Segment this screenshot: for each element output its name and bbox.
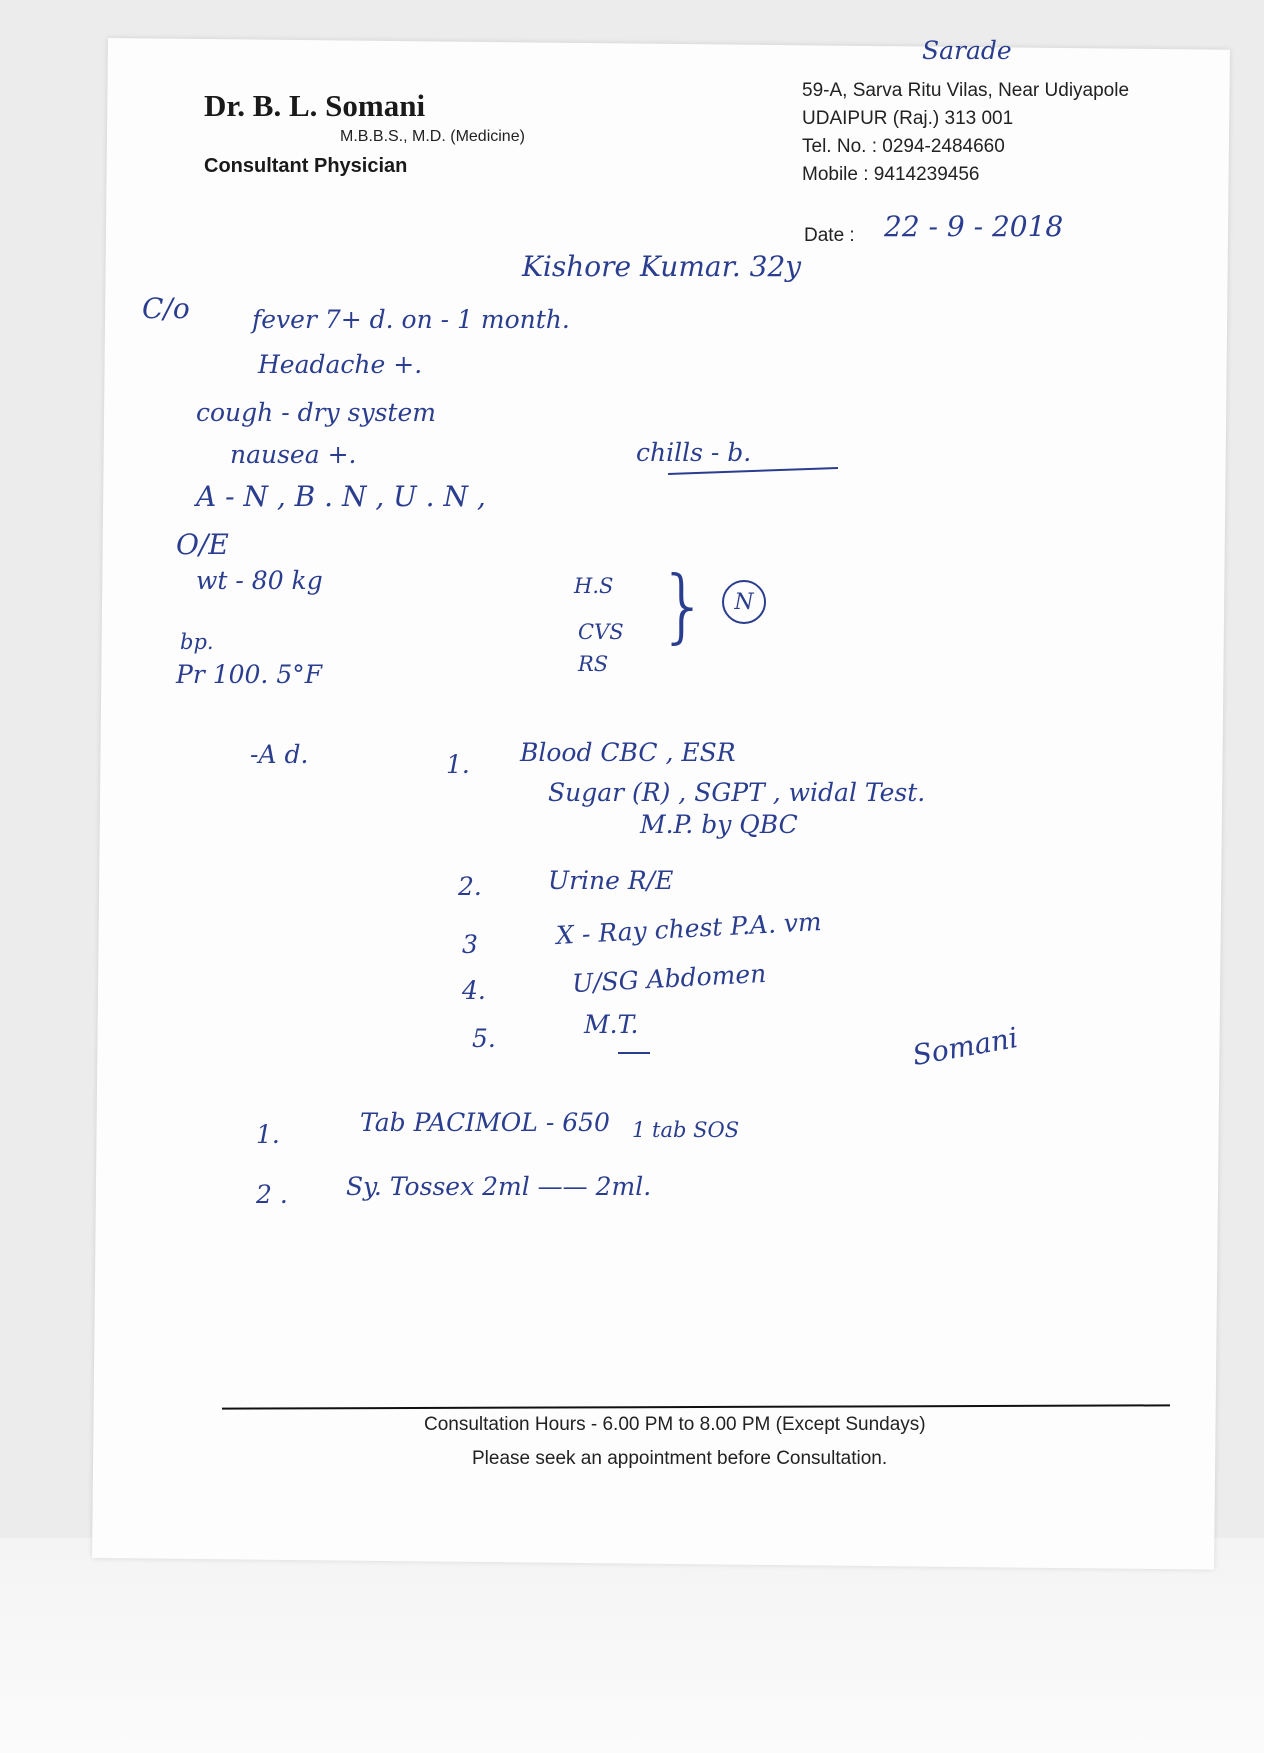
system-rs: RS	[578, 652, 609, 676]
complaint-fever: fever 7+ d. on - 1 month.	[252, 305, 570, 334]
complaints-label: C/o	[142, 292, 190, 325]
investigation-number-5: 5.	[472, 1024, 496, 1053]
complaint-bowel-status: A - N , B . N , U . N ,	[196, 480, 486, 513]
complaint-headache: Headache +.	[258, 350, 423, 379]
handwritten-top-note: Sarade	[922, 36, 1012, 65]
examination-label: O/E	[176, 528, 229, 561]
date-label: Date :	[804, 225, 855, 246]
scan-background	[0, 1538, 1264, 1753]
system-cvs: CVS	[578, 620, 624, 644]
doctor-name: Dr. B. L. Somani	[204, 88, 426, 123]
complaint-chills: chills - b.	[636, 438, 752, 467]
investigation-sugar: Sugar (R) , SGPT , widal Test.	[548, 778, 926, 807]
mt-underline	[618, 1052, 650, 1054]
complaint-nausea: nausea +.	[230, 440, 357, 469]
doctor-signature: Somani	[909, 1021, 1021, 1072]
investigation-number-4: 4.	[462, 976, 486, 1005]
investigation-number-3: 3	[462, 930, 478, 959]
normal-circle-mark: N	[722, 580, 766, 624]
patient-name-age: Kishore Kumar. 32y	[522, 250, 802, 283]
advice-label: -A d.	[250, 740, 309, 769]
investigation-number-1: 1.	[446, 750, 470, 779]
appointment-note: Please seek an appointment before Consultation.	[472, 1448, 888, 1469]
address-line-1: 59-A, Sarva Ritu Vilas, Near Udiyapole	[802, 80, 1130, 101]
address-line-2: UDAIPUR (Raj.) 313 001	[802, 108, 1014, 129]
consultation-hours: Consultation Hours - 6.00 PM to 8.00 PM (Except Sundays)	[424, 1414, 926, 1435]
medication-number-1: 1.	[256, 1120, 280, 1149]
investigation-blood: Blood CBC , ESR	[520, 738, 736, 767]
phone-number: Tel. No. : 0294-2484660	[802, 136, 1005, 157]
mobile-number: Mobile : 9414239456	[802, 164, 980, 185]
systems-brace: }	[658, 559, 709, 652]
investigation-usg: U/SG Abdomen	[571, 958, 767, 999]
investigation-xray: X - Ray chest P.A. vm	[555, 907, 823, 950]
medication-number-2: 2 .	[256, 1180, 288, 1209]
investigation-mt: M.T.	[584, 1010, 639, 1039]
doctor-title: Consultant Physician	[204, 155, 408, 177]
handwritten-date: 22 - 9 - 2018	[884, 210, 1064, 243]
investigation-urine: Urine R/E	[548, 866, 674, 895]
medication-tossex: Sy. Tossex 2ml —— 2ml.	[346, 1172, 652, 1201]
doctor-qualifications: M.B.B.S., M.D. (Medicine)	[340, 128, 525, 145]
bp-label: bp.	[180, 630, 214, 654]
investigation-mp: M.P. by QBC	[640, 810, 798, 839]
investigation-number-2: 2.	[458, 872, 482, 901]
pulse-temperature: Pr 100. 5°F	[176, 660, 323, 689]
complaint-cough: cough - dry system	[196, 398, 436, 427]
weight-reading: wt - 80 kg	[196, 566, 323, 595]
system-hs: H.S	[574, 574, 614, 598]
medication-pacimol-dose: 1 tab SOS	[632, 1118, 740, 1142]
medication-pacimol: Tab PACIMOL - 650	[360, 1108, 610, 1137]
